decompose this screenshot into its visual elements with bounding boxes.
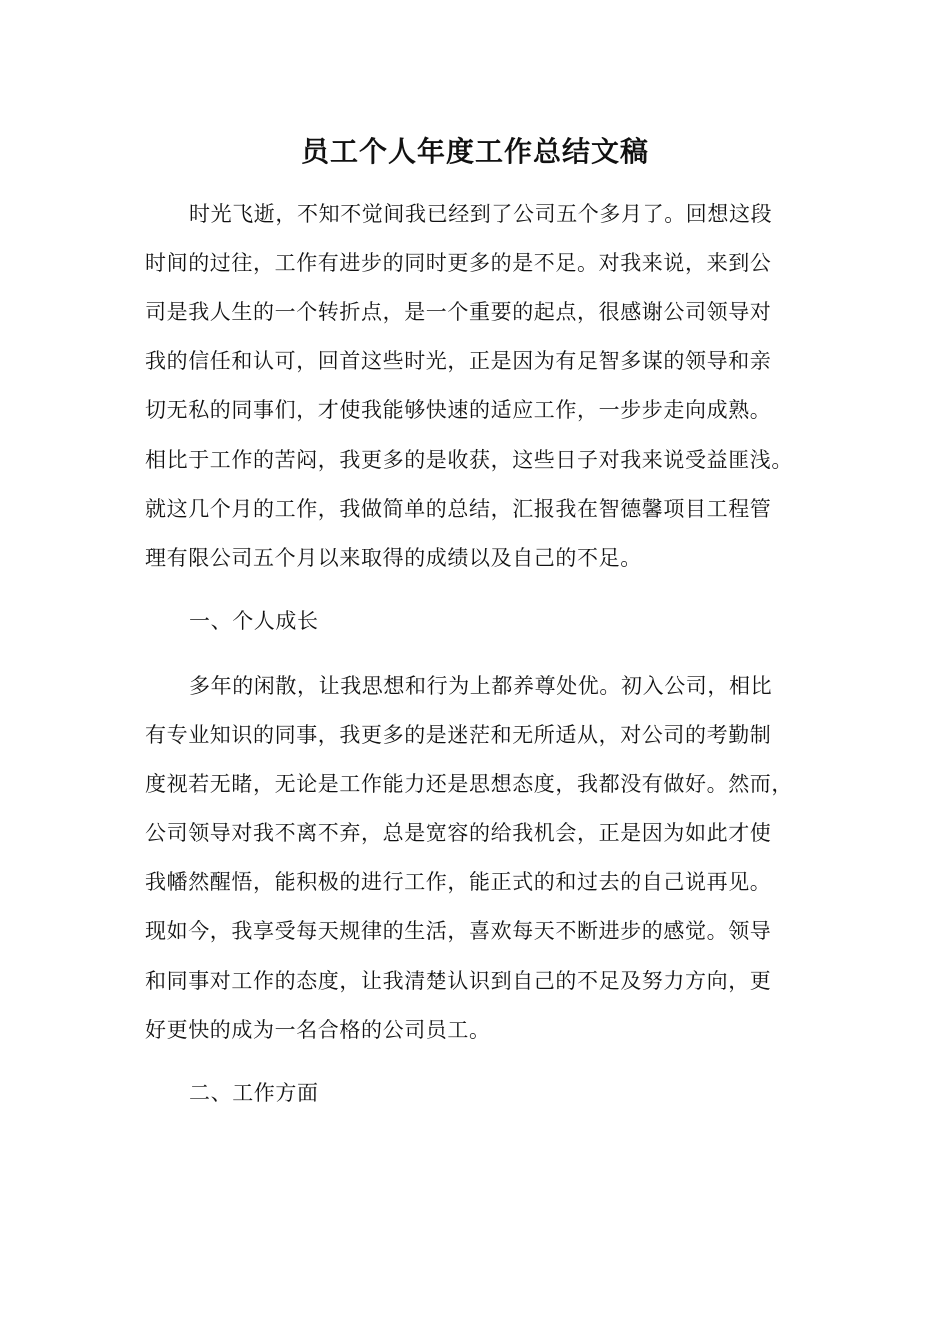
paragraph-1-line: 我的信任和认可，回首这些时光，正是因为有足智多谋的领导和亲	[145, 349, 772, 373]
section-heading-personal-growth: 一、个人成长	[189, 609, 319, 633]
paragraph-1-line: 司是我人生的一个转折点，是一个重要的起点，很感谢公司领导对	[145, 300, 772, 324]
document-title: 员工个人年度工作总结文稿	[300, 135, 649, 168]
paragraph-2-line: 度视若无睹，无论是工作能力还是思想态度，我都没有做好。然而，	[145, 772, 793, 796]
paragraph-1-line: 时光飞逝，不知不觉间我已经到了公司五个多月了。回想这段	[189, 202, 773, 226]
section-heading-work: 二、工作方面	[189, 1081, 319, 1105]
paragraph-1-line: 切无私的同事们，才使我能够快速的适应工作，一步步走向成熟。	[145, 398, 772, 422]
paragraph-2-line: 有专业知识的同事，我更多的是迷茫和无所适从，对公司的考勤制	[145, 723, 772, 747]
paragraph-2-line: 和同事对工作的态度，让我清楚认识到自己的不足及努力方向，更	[145, 969, 772, 993]
paragraph-1-line: 理有限公司五个月以来取得的成绩以及自己的不足。	[145, 546, 642, 570]
paragraph-1-line: 相比于工作的苦闷，我更多的是收获，这些日子对我来说受益匪浅。	[145, 448, 793, 472]
paragraph-2-line: 好更快的成为一名合格的公司员工。	[145, 1018, 491, 1042]
paragraph-2-line: 多年的闲散，让我思想和行为上都养尊处优。初入公司，相比	[189, 674, 773, 698]
paragraph-1-line: 时间的过往，工作有进步的同时更多的是不足。对我来说，来到公	[145, 251, 772, 275]
paragraph-2-line: 公司领导对我不离不弃，总是宽容的给我机会，正是因为如此才使	[145, 821, 772, 845]
paragraph-2-line: 现如今，我享受每天规律的生活，喜欢每天不断进步的感觉。领导	[145, 919, 772, 943]
paragraph-1-line: 就这几个月的工作，我做简单的总结，汇报我在智德馨项目工程管	[145, 497, 772, 521]
paragraph-2-line: 我幡然醒悟，能积极的进行工作，能正式的和过去的自己说再见。	[145, 870, 772, 894]
